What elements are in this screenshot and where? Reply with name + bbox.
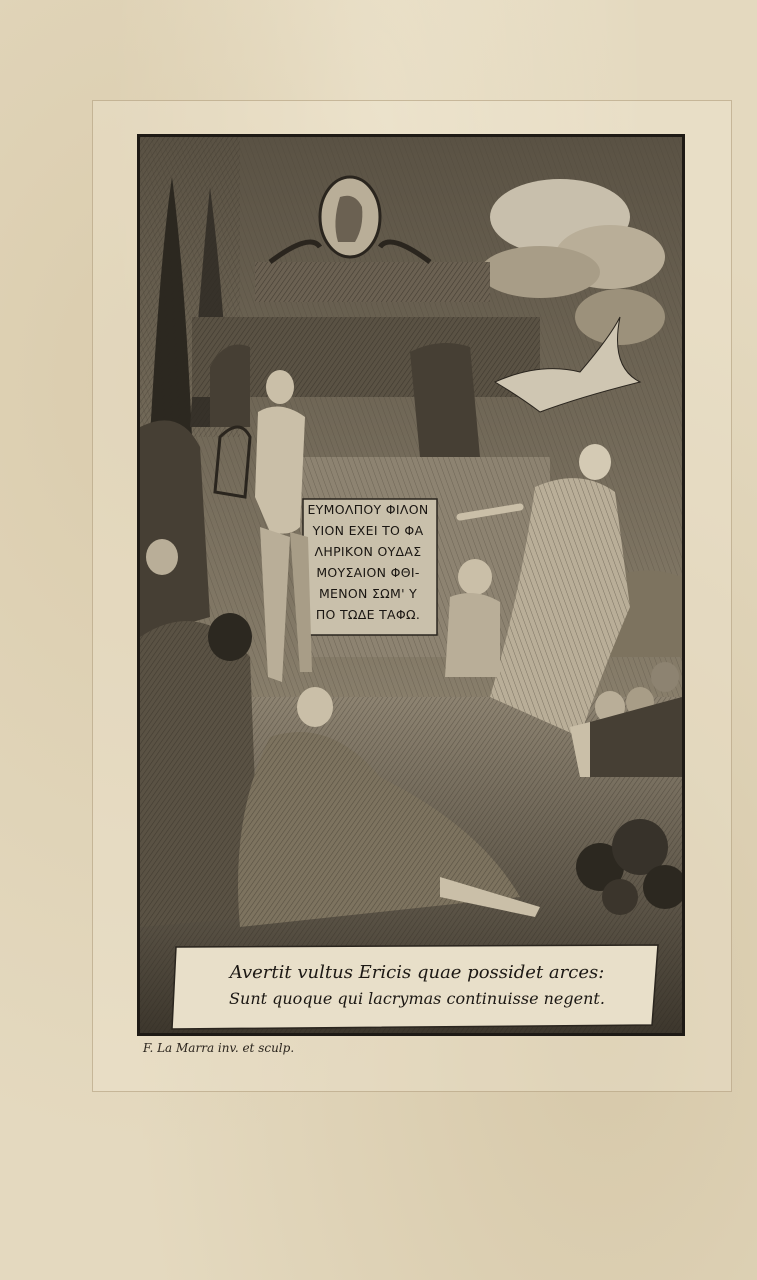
inscription-line: ΛΗΡΙΚΟΝ ΟΥΔΑΣ xyxy=(314,544,422,559)
inscription-line: ΜΕΝΟΝ ΣΩΜ' Υ xyxy=(318,586,418,601)
inscription-line: ΠΟ ΤΩΔΕ ΤΑΦΩ. xyxy=(315,607,421,622)
engraver-credit: F. La Marra inv. et sculp. xyxy=(143,1041,295,1055)
caption-line-2: Sunt quoque qui lacrymas continuisse negent. xyxy=(229,989,605,1008)
caption-line-1: Avertit vultus Ericis quae possidet arces: xyxy=(229,962,605,983)
tomb-inscription xyxy=(303,499,433,635)
inscription-line: ΕΥΜΟΛΠΟΥ ΦΙΛΟΝ xyxy=(307,502,429,517)
inscription-line: ΥΙΟΝ ΕΧΕΙ ΤΟ ΦΑ xyxy=(312,523,424,538)
caption xyxy=(176,947,658,1025)
engraving-frame xyxy=(137,134,685,1036)
inscription-line: ΜΟΥΣΑΙΟΝ ΦΘΙ- xyxy=(316,565,420,580)
